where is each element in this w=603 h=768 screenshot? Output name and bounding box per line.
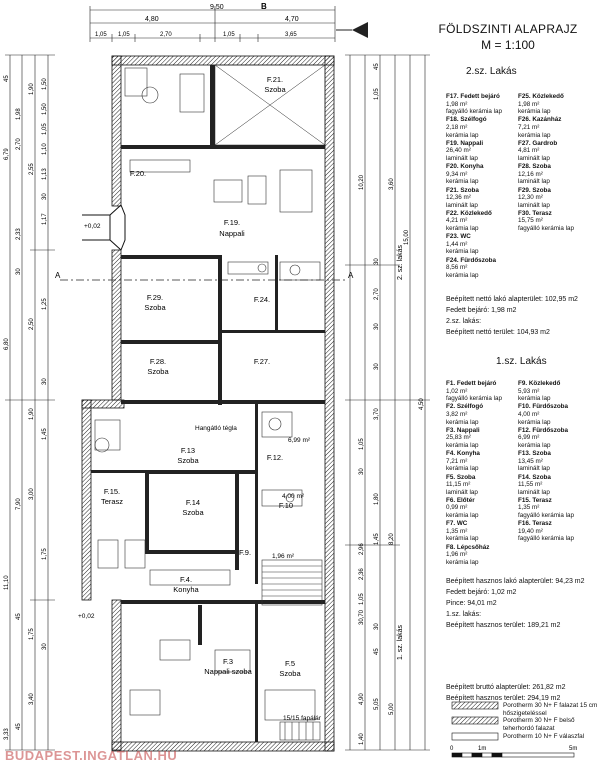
room-entry-code: F17. Fedett bejáró [446, 93, 500, 100]
room-label-f10: F.10 [278, 501, 294, 510]
room-entry-area: 1,35 m² [446, 527, 468, 535]
dim-left-20: 7,90 [16, 498, 22, 510]
apartment2-summary-line: 2.sz. lakás: [446, 318, 482, 325]
room-entry-floor: kerámia lap [446, 558, 479, 566]
room-entry [518, 403, 598, 426]
room-entry-area: 13,45 m² [518, 457, 543, 465]
apartment2-rooms-left [446, 93, 518, 280]
room-entry [518, 140, 598, 163]
room-name-f29: Szoba [144, 303, 166, 312]
room-entry [446, 520, 518, 543]
dim-right-1: 1,05 [374, 88, 380, 100]
room-entry-area: 4,81 m² [518, 147, 540, 155]
dim-right-6: 30 [374, 323, 380, 330]
dim-top-left: 4,80 [145, 16, 159, 23]
totals [446, 682, 565, 704]
room-entry-floor: kerámia lap [446, 225, 479, 233]
room-entry-code: F26. Kazánház [518, 116, 562, 124]
room-entry [446, 163, 518, 186]
room-entry-area: 8,56 m² [446, 264, 468, 272]
room-entry-area: 7,21 m² [446, 457, 468, 465]
room-entry [446, 93, 518, 116]
dim-left-15: 30 [16, 268, 22, 275]
dim-left-29: 45 [16, 723, 22, 730]
dim-left-30: 3,33 [4, 728, 10, 740]
level-bottom: +0,02 [78, 613, 95, 620]
room-entry-area: 1,96 m² [446, 551, 468, 559]
scale-1m: 1m [478, 746, 487, 752]
room-entry-area: 1,44 m² [446, 240, 468, 248]
dim-left-28: 3,40 [29, 693, 35, 705]
room-label-f13: F.13 [180, 446, 196, 455]
section-b-arrow [336, 22, 368, 38]
room-entry [446, 427, 518, 450]
apartment2-summary-line: Beépített nettó terület: 104,93 m2 [446, 329, 550, 336]
apartment2-heading: 2.sz. Lakás [466, 66, 517, 77]
room-name-f19: Nappali [219, 229, 245, 238]
dim-right-20: 4,50 [419, 398, 425, 410]
dim-top2-a: 1,05 [95, 32, 107, 38]
room-entry-code: F14. Szoba [518, 473, 551, 481]
room-entry [446, 474, 518, 497]
dim-left-21: 1,45 [42, 428, 48, 440]
room-entry-area: 19,40 m² [518, 527, 543, 535]
dim-top-total: 9,50 [210, 4, 224, 11]
dim-right-5: 2,70 [374, 288, 380, 300]
totals-brutto: Beépített bruttó alapterület: 261,82 m2 [446, 684, 566, 691]
scale-bar [452, 753, 574, 757]
room-entry-floor: fagyálló kerámia lap [518, 512, 575, 520]
room-label-f15: F.15. [103, 487, 121, 496]
plan-title: FÖLDSZINTI ALAPRAJZ [438, 22, 578, 36]
label-lakas1: 1. sz. lakás [397, 624, 404, 660]
dim-left-9: 2,55 [29, 163, 35, 175]
dim-left-25: 45 [16, 613, 22, 620]
dim-right-12: 30 [359, 468, 365, 475]
room-entry [518, 474, 598, 497]
apartment1-summary-line: 1.sz. lakás: [446, 611, 482, 618]
section-marker-b: B [261, 2, 267, 11]
dim-right-17: 1,05 [359, 593, 365, 605]
totals-hasznos: Beépített hasznos terület: 294,19 m2 [446, 695, 561, 702]
dim-right-23: 5,05 [374, 698, 380, 710]
f10-area: 4,00 m² [282, 493, 305, 500]
dim-right-24: 5,00 [389, 703, 395, 715]
room-entry-floor: kerámia lap [446, 178, 479, 186]
watermark-logo: BUDAPEST.INGATLAN.HU [5, 748, 178, 763]
room-entry-floor: laminált lap [518, 488, 550, 496]
room-entry-code: F20. Konyha [446, 163, 484, 171]
room-label-f14: F.14 [185, 498, 201, 507]
apartment1-heading: 1.sz. Lakás [496, 356, 547, 367]
dim-left-0: 45 [4, 75, 10, 82]
room-name-f13: Szoba [177, 456, 199, 465]
room-label-f9: F.9. [238, 548, 252, 557]
room-entry-code: F18. Szélfogó [446, 116, 487, 124]
room-label-f3: F.3 [222, 657, 234, 666]
room-entry-area: 15,75 m² [518, 217, 543, 225]
dim-left-12: 2,33 [16, 228, 22, 240]
dim-left-19: 1,90 [29, 408, 35, 420]
dim-top2-d: 1,05 [223, 32, 235, 38]
apartment1-rooms-right [518, 380, 598, 544]
room-entry-code: F29. Szoba [518, 186, 551, 194]
room-entry-floor: laminált lap [518, 154, 550, 162]
apartment1-summary-line: Beépített hasznos terület: 189,21 m2 [446, 622, 561, 629]
room-entry-floor: kerámia lap [518, 108, 551, 116]
room-name-f14: Szoba [182, 508, 204, 517]
f12-area: 6,99 m² [288, 437, 311, 444]
room-entry-floor: laminált lap [518, 178, 550, 186]
dim-right-8: 30 [374, 363, 380, 370]
room-entry [518, 187, 598, 210]
room-entry-area: 7,21 m² [518, 123, 540, 131]
room-entry-floor: kerámia lap [446, 418, 479, 426]
dim-right-22: 4,90 [359, 693, 365, 705]
room-name-f21: Szoba [264, 85, 286, 94]
dim-left-18: 30 [42, 378, 48, 385]
dim-left-11: 30 [42, 193, 48, 200]
room-entry-floor: kerámia lap [518, 441, 551, 449]
section-a-left: A [55, 271, 61, 280]
dim-left-16: 2,50 [29, 318, 35, 330]
room-entry-area: 12,30 m² [518, 194, 543, 202]
room-entry-floor: fagyálló kerámia lap [446, 108, 503, 116]
stair-note: 15/15 fapálár [283, 715, 321, 722]
room-entry-code: F12. Fürdőszoba [518, 426, 569, 434]
room-entry-code: F15. Terasz [518, 496, 552, 504]
room-label-f5: F.5 [284, 659, 296, 668]
room-entry-area: 4,21 m² [446, 217, 468, 225]
room-entry-area: 2,18 m² [446, 123, 468, 131]
dim-left-5: 1,50 [42, 103, 48, 115]
room-entry-floor: kerámia lap [446, 465, 479, 473]
furniture [95, 68, 315, 720]
dim-right-2: 10,20 [359, 174, 365, 190]
apartment2-rooms-right [518, 93, 598, 233]
room-entry-floor: kerámia lap [446, 271, 479, 279]
dim-left-26: 1,75 [29, 628, 35, 640]
scale-5m: 5m [569, 746, 578, 752]
room-entry-code: F6. Előtér [446, 496, 475, 504]
room-entry-code: F25. Közlekedő [518, 93, 564, 100]
dim-left-27: 30 [42, 643, 48, 650]
room-entry-code: F30. Terasz [518, 209, 552, 217]
room-entry-floor: laminált lap [446, 154, 478, 162]
dim-right-13: 2,96 [359, 543, 365, 555]
room-entry-code: F23. WC [446, 233, 471, 241]
room-entry [518, 163, 598, 186]
apartment2-summary-line: Fedett bejáró: 1,98 m2 [446, 307, 517, 314]
dim-left-23: 1,75 [42, 548, 48, 560]
legend-item-3: Porotherm 10 N+ F válaszfal [503, 733, 585, 740]
dim-right-0: 45 [374, 63, 380, 70]
room-entry [446, 187, 518, 210]
room-entry-code: F24. Fürdőszoba [446, 256, 497, 264]
dim-top2-c: 2,70 [160, 32, 172, 38]
legend-item-1: Porotherm 30 N+ F falazat 15 cm hőszigeteléssel [503, 702, 598, 717]
room-entry-code: F5. Szoba [446, 473, 476, 481]
dim-right-11: 1,80 [374, 493, 380, 505]
room-entry-code: F2. Szélfogó [446, 403, 484, 411]
room-entry-floor: kerámia lap [446, 535, 479, 543]
dim-left-13: 1,17 [42, 213, 48, 225]
dim-left-14: 6,80 [4, 338, 10, 350]
room-entry-code: F16. Terasz [518, 520, 552, 528]
room-label-f28: F.28. [149, 357, 167, 366]
room-entry [446, 380, 518, 403]
room-name-f5: Szoba [279, 669, 301, 678]
room-entry-floor: fagyálló kerámia lap [446, 395, 503, 403]
room-label-f20: F.20. [129, 169, 147, 178]
room-entry-code: F8. Lépcsőház [446, 543, 490, 551]
room-entry [446, 257, 518, 280]
room-entry-area: 25,83 m² [446, 434, 471, 442]
label-lakas2: 2. sz. lakás [397, 244, 404, 280]
room-entry-floor: kerámia lap [518, 395, 551, 403]
room-entry-area: 1,98 m² [446, 100, 468, 108]
dim-right-18: 30 [374, 623, 380, 630]
room-entry-floor: kerámia lap [446, 248, 479, 256]
legend-item-2: Porotherm 30 N+ F belső teherhordó falazat [503, 717, 575, 732]
dim-right-19: 30,70 [359, 609, 365, 625]
room-entry-area: 12,36 m² [446, 194, 471, 202]
dim-left-7: 1,10 [42, 143, 48, 155]
apartment1-summary-line: Pince: 94,01 m2 [446, 600, 497, 607]
room-entry-code: F4. Konyha [446, 450, 480, 458]
dim-top2-b: 1,05 [118, 32, 130, 38]
dim-right-9: 3,70 [374, 408, 380, 420]
room-label-f24: F.24. [253, 295, 271, 304]
room-name-f3: Nappali szoba [204, 667, 252, 676]
dim-right-21: 45 [374, 648, 380, 655]
room-label-f12: F.12. [266, 453, 284, 462]
plan-scale: M = 1:100 [481, 38, 535, 52]
room-entry [518, 427, 598, 450]
dim-left-22: 3,00 [29, 488, 35, 500]
dim-left-6: 1,05 [42, 123, 48, 135]
room-entry-code: F19. Nappali [446, 139, 484, 147]
room-entry-area: 12,16 m² [518, 170, 543, 178]
room-entry-area: 9,34 m² [446, 170, 468, 178]
room-entry-floor: laminált lap [446, 201, 478, 209]
room-entry-code: F3. Nappali [446, 426, 480, 434]
bathroom-fixtures [228, 262, 320, 506]
room-entry [518, 93, 598, 116]
room-entry [446, 403, 518, 426]
room-entry-code: F28. Szoba [518, 163, 551, 171]
f9-area: 1,96 m² [272, 553, 295, 560]
dim-top2-e: 3,65 [285, 32, 297, 38]
dim-right-7: 15,00 [404, 229, 410, 245]
room-entry-floor: kerámia lap [518, 131, 551, 139]
right-dimension-lines [345, 55, 430, 750]
apartment1-summary-line: Fedett bejáró: 1,02 m2 [446, 589, 517, 596]
room-label-f19: F.19. [223, 218, 241, 227]
room-entry [518, 210, 598, 233]
room-entry-floor: laminált lap [518, 201, 550, 209]
room-entry-area: 6,99 m² [518, 434, 540, 442]
staircase [262, 560, 322, 740]
room-entry-floor: fagyálló kerámia lap [518, 225, 575, 233]
room-entry-code: F7. WC [446, 520, 468, 528]
dim-left-17: 1,25 [42, 298, 48, 310]
room-entry-floor: kerámia lap [446, 441, 479, 449]
room-entry [446, 140, 518, 163]
room-entry-area: 11,55 m² [518, 481, 543, 489]
dim-left-8: 6,79 [4, 148, 10, 160]
room-entry [446, 450, 518, 473]
section-a-right: A [348, 271, 354, 280]
dim-left-10: 1,13 [42, 168, 48, 180]
dim-right-3: 3,60 [389, 178, 395, 190]
room-entry-floor: laminált lap [446, 488, 478, 496]
room-entry-code: F10. Fürdőszoba [518, 403, 569, 411]
room-entry-floor: laminált lap [518, 465, 550, 473]
legend-swatches [452, 702, 498, 740]
dim-top-right: 4,70 [285, 16, 299, 23]
dim-left-1: 1,98 [16, 108, 22, 120]
room-entry [446, 233, 518, 256]
room-entry [518, 497, 598, 520]
dim-right-16: 2,36 [359, 568, 365, 580]
apartment1-summary-line: Beépített hasznos lakó alapterület: 94,23 m2 [446, 578, 585, 585]
room-entry [518, 116, 598, 139]
room-entry [518, 520, 598, 543]
room-label-f4: F.4. [179, 575, 193, 584]
room-labels [101, 75, 302, 678]
room-entry-floor: kerámia lap [446, 131, 479, 139]
dim-right-4: 30 [374, 258, 380, 265]
dim-right-14: 1,45 [374, 533, 380, 545]
room-entry-code: F1. Fedett bejáró [446, 380, 497, 387]
right-dimension-texts [359, 63, 425, 745]
level-top: +0,02 [84, 223, 101, 230]
room-label-f29: F.29. [146, 293, 164, 302]
scale-0: 0 [450, 746, 454, 752]
apartment1-rooms-left [446, 380, 518, 567]
room-entry-area: 1,98 m² [518, 100, 540, 108]
room-entry-code: F22. Közlekedő [446, 209, 492, 217]
room-entry-code: F21. Szoba [446, 186, 479, 194]
room-entry-code: F13. Szoba [518, 450, 551, 458]
apartment2-summary [446, 294, 578, 338]
room-entry [446, 210, 518, 233]
room-entry-code: F27. Gardrob [518, 139, 558, 147]
room-entry-area: 3,82 m² [446, 410, 468, 418]
room-entry-area: 11,15 m² [446, 481, 471, 489]
left-dimension-texts [4, 75, 48, 740]
room-name-f28: Szoba [147, 367, 169, 376]
room-entry-floor: kerámia lap [446, 512, 479, 520]
room-entry [446, 544, 518, 567]
room-label-f27: F.27. [253, 357, 271, 366]
room-label-f21: F.21. [266, 75, 284, 84]
room-entry-area: 26,40 m² [446, 147, 471, 155]
room-entry [446, 497, 518, 520]
hangatlo-note: Hangátló tégla [195, 425, 237, 432]
dim-left-4: 1,50 [42, 78, 48, 90]
dim-right-25: 1,40 [359, 733, 365, 745]
room-entry-floor: kerámia lap [518, 418, 551, 426]
room-entry-area: 4,00 m² [518, 410, 540, 418]
room-entry [518, 450, 598, 473]
room-entry-area: 0,99 m² [446, 504, 468, 512]
room-entry [446, 116, 518, 139]
room-entry-area: 1,02 m² [446, 387, 468, 395]
room-name-f15: Terasz [100, 497, 124, 506]
dim-left-2: 2,70 [16, 138, 22, 150]
room-entry-area: 5,93 m² [518, 387, 540, 395]
dim-left-24: 11,10 [4, 575, 10, 590]
dim-right-10: 1,05 [359, 438, 365, 450]
apartment2-summary-line: Beépített nettó lakó alapterület: 102,95 m2 [446, 296, 578, 303]
room-entry-area: 1,35 m² [518, 504, 540, 512]
apartment1-summary [446, 576, 585, 631]
dim-right-15: 8,20 [389, 533, 395, 545]
dim-left-3: 1,90 [29, 83, 35, 95]
room-entry-floor: fagyálló kerámia lap [518, 535, 575, 543]
room-entry [518, 380, 598, 403]
room-entry-code: F9. Közlekedő [518, 380, 561, 387]
interior-walls [91, 65, 325, 742]
room-name-f4: Konyha [173, 585, 199, 594]
